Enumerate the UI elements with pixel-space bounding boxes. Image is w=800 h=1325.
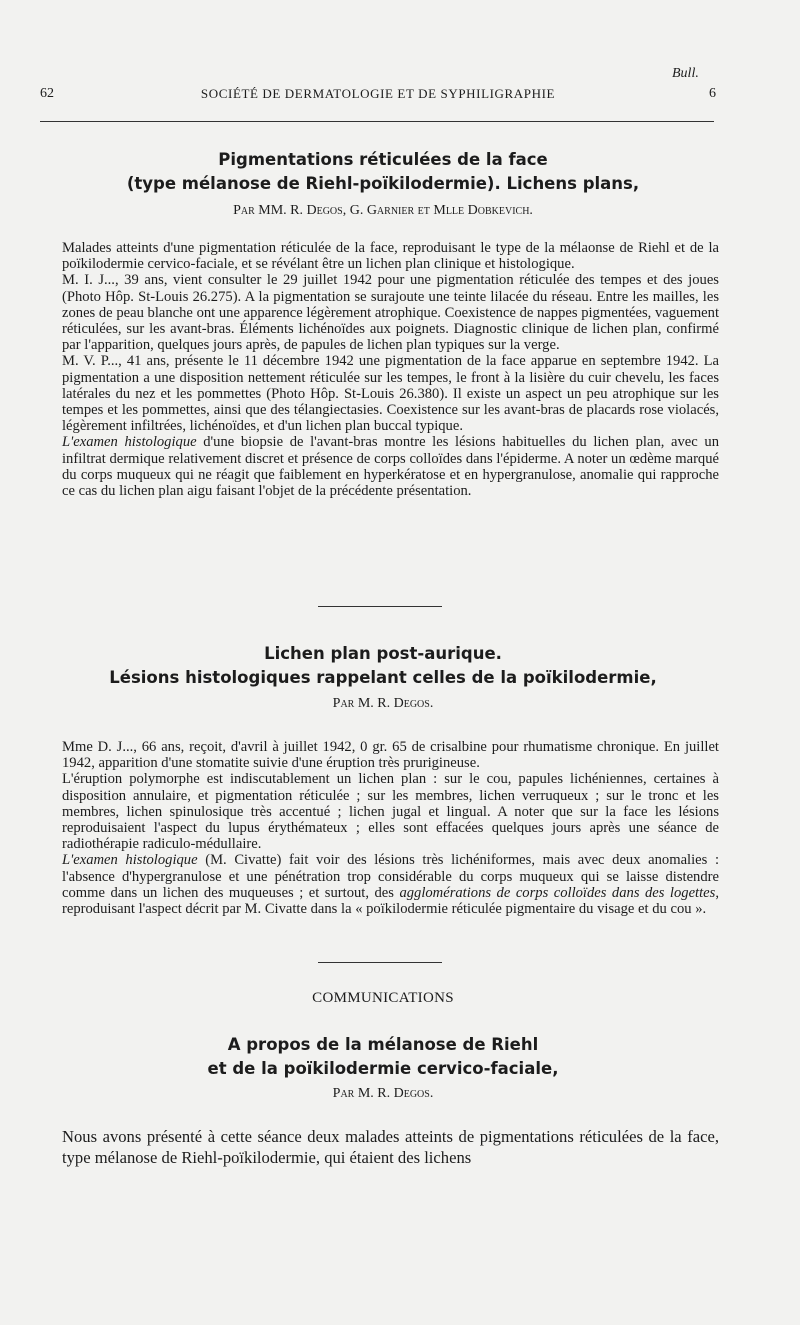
article2-paragraph: Mme D. J..., 66 ans, reçoit, d'avril à juillet 1942, 0 gr. 65 de crisalbine pour rhumatisme chronique. En juillet 1942, apparition d'une stomatite suivie d'une éruption très prurigineuse. [62, 739, 719, 772]
article2-paragraph [62, 852, 719, 917]
article1-title-line1: Pigmentations réticulées de la face [218, 150, 548, 169]
page-number: 62 [40, 86, 54, 101]
article1-paragraph: M. V. P..., 41 ans, présente le 11 décembre 1942 une pigmentation de la face apparue en septembre 1942. La pigmentation a une disposition nettement réticulée sur les tempes, le front à la lisière du cuir chevelu, les faces latérales du nez et les pommettes (Photo Hôp. St-Louis 26.380). Il existe un aspect un peu atrophique sur les tempes et les pommettes, ainsi que des télangiectasies. Coexistence sur les avant-bras de placards rose violacés, légèrement infiltrées, lichénoïdes, et d'un lichen plan buccal typique. [62, 353, 719, 435]
communications-title-line2: et de la poïkilodermie cervico-faciale, [207, 1059, 559, 1078]
running-title: SOCIÉTÉ DE DERMATOLOGIE ET DE SYPHILIGRAPHIE [200, 86, 556, 101]
header-rule [40, 121, 714, 122]
article1-title-line2: (type mélanose de Riehl-poïkilodermie). Lichens plans, [126, 174, 640, 193]
section-separator [318, 606, 442, 607]
article2-paragraph-text: , reproduisant l'aspect décrit par M. Civatte dans la « poïkilodermie réticulée pigmentaire du visage et du cou ». [62, 884, 719, 918]
bulletin-label: Bull. [672, 66, 699, 81]
article2-paragraph: L'éruption polymorphe est indiscutablement un lichen plan : sur le cou, papules lichéniennes, certaines à disposition annulaire, et pigmentation réticulée ; sur les membres, lichen verruqueux ; sur le tronc et les membres, lichen spinulosique très accentué ; lichen jugal et lingual. A noter que sur la face les lésions reproduisaient l'aspect du lupus érythémateux ; elles sont effacées quelques jours après une séance de radiothérapie radiculo-médullaire. [62, 771, 719, 853]
series-number: 6 [709, 86, 716, 101]
communications-body [62, 1127, 719, 1168]
communications-paragraph: Nous avons présenté à cette séance deux malades atteints de pigmentations réticulées de la face, type mélanose de Riehl-poïkilodermie, qui étaient des lichens [62, 1127, 719, 1167]
communications-authors: Par M. R. Degos. [332, 1086, 434, 1101]
article1-paragraph-text: d'une biopsie de l'avant-bras montre les lésions habituelles du lichen plan, avec un infiltrat dermique relativement discret et présence de corps colloïdes dans l'épiderme. A noter un œdème marqué du corps muqueux qui ne réagit que faiblement en hyperkératose et en hypergranulose, anomalie qui rapproche ce cas du lichen plan aigu faisant l'objet de la précédente présentation. [62, 434, 719, 500]
emphasis: L'examen histologique [62, 852, 198, 869]
page-header [40, 86, 716, 108]
article2-paragraph-text: (M. Civatte) fait voir des lésions très lichéniformes, mais avec deux anomalies : l'absence d'hypergranulose et une pénétration trop considérable du corps muqueux qui se laisse distendre comme dans un lichen des muqueuses ; et surtout, des [62, 852, 719, 901]
emphasis: L'examen histologique [62, 434, 197, 451]
section-separator [318, 962, 442, 963]
article1-authors: Par MM. R. Degos, G. Garnier et Mlle Dobkevich. [233, 203, 533, 218]
article1-paragraph: M. I. J..., 39 ans, vient consulter le 29 juillet 1942 pour une pigmentation réticulée des tempes et des joues (Photo Hôp. St-Louis 26.275). A la pigmentation se surajoute une teinte lilacée du réseau. Entre les mailles, les zones de peau blanche ont une apparence légèrement atrophique. Coexistence de nappes pigmentées, vaguement réticulées, sur les avant-bras. Éléments lichénoïdes aux poignets. Diagnostic clinique de lichen plan, confirmé par l'apparition, quelques jours après, de papules de lichen plan typiques sur la verge. [62, 272, 719, 354]
communications-heading: COMMUNICATIONS [312, 990, 454, 1006]
article2-title-line1: Lichen plan post-aurique. [264, 644, 502, 663]
article2-title-line2: Lésions histologiques rappelant celles de la poïkilodermie, [109, 668, 657, 687]
communications-title-line1: A propos de la mélanose de Riehl [227, 1035, 539, 1054]
article1-paragraph [62, 434, 719, 499]
article1-paragraph: Malades atteints d'une pigmentation réticulée de la face, reproduisant le type de la mélaonse de Riehl et de la poïkilodermie cervico-faciale, et se révélant être un lichen plan clinique et histologique. [62, 240, 719, 273]
article2-authors: Par M. R. Degos. [332, 696, 434, 711]
article2-body [62, 739, 719, 917]
article1-body [62, 240, 719, 499]
emphasis: agglomérations de corps colloïdes dans des logettes [399, 884, 716, 901]
